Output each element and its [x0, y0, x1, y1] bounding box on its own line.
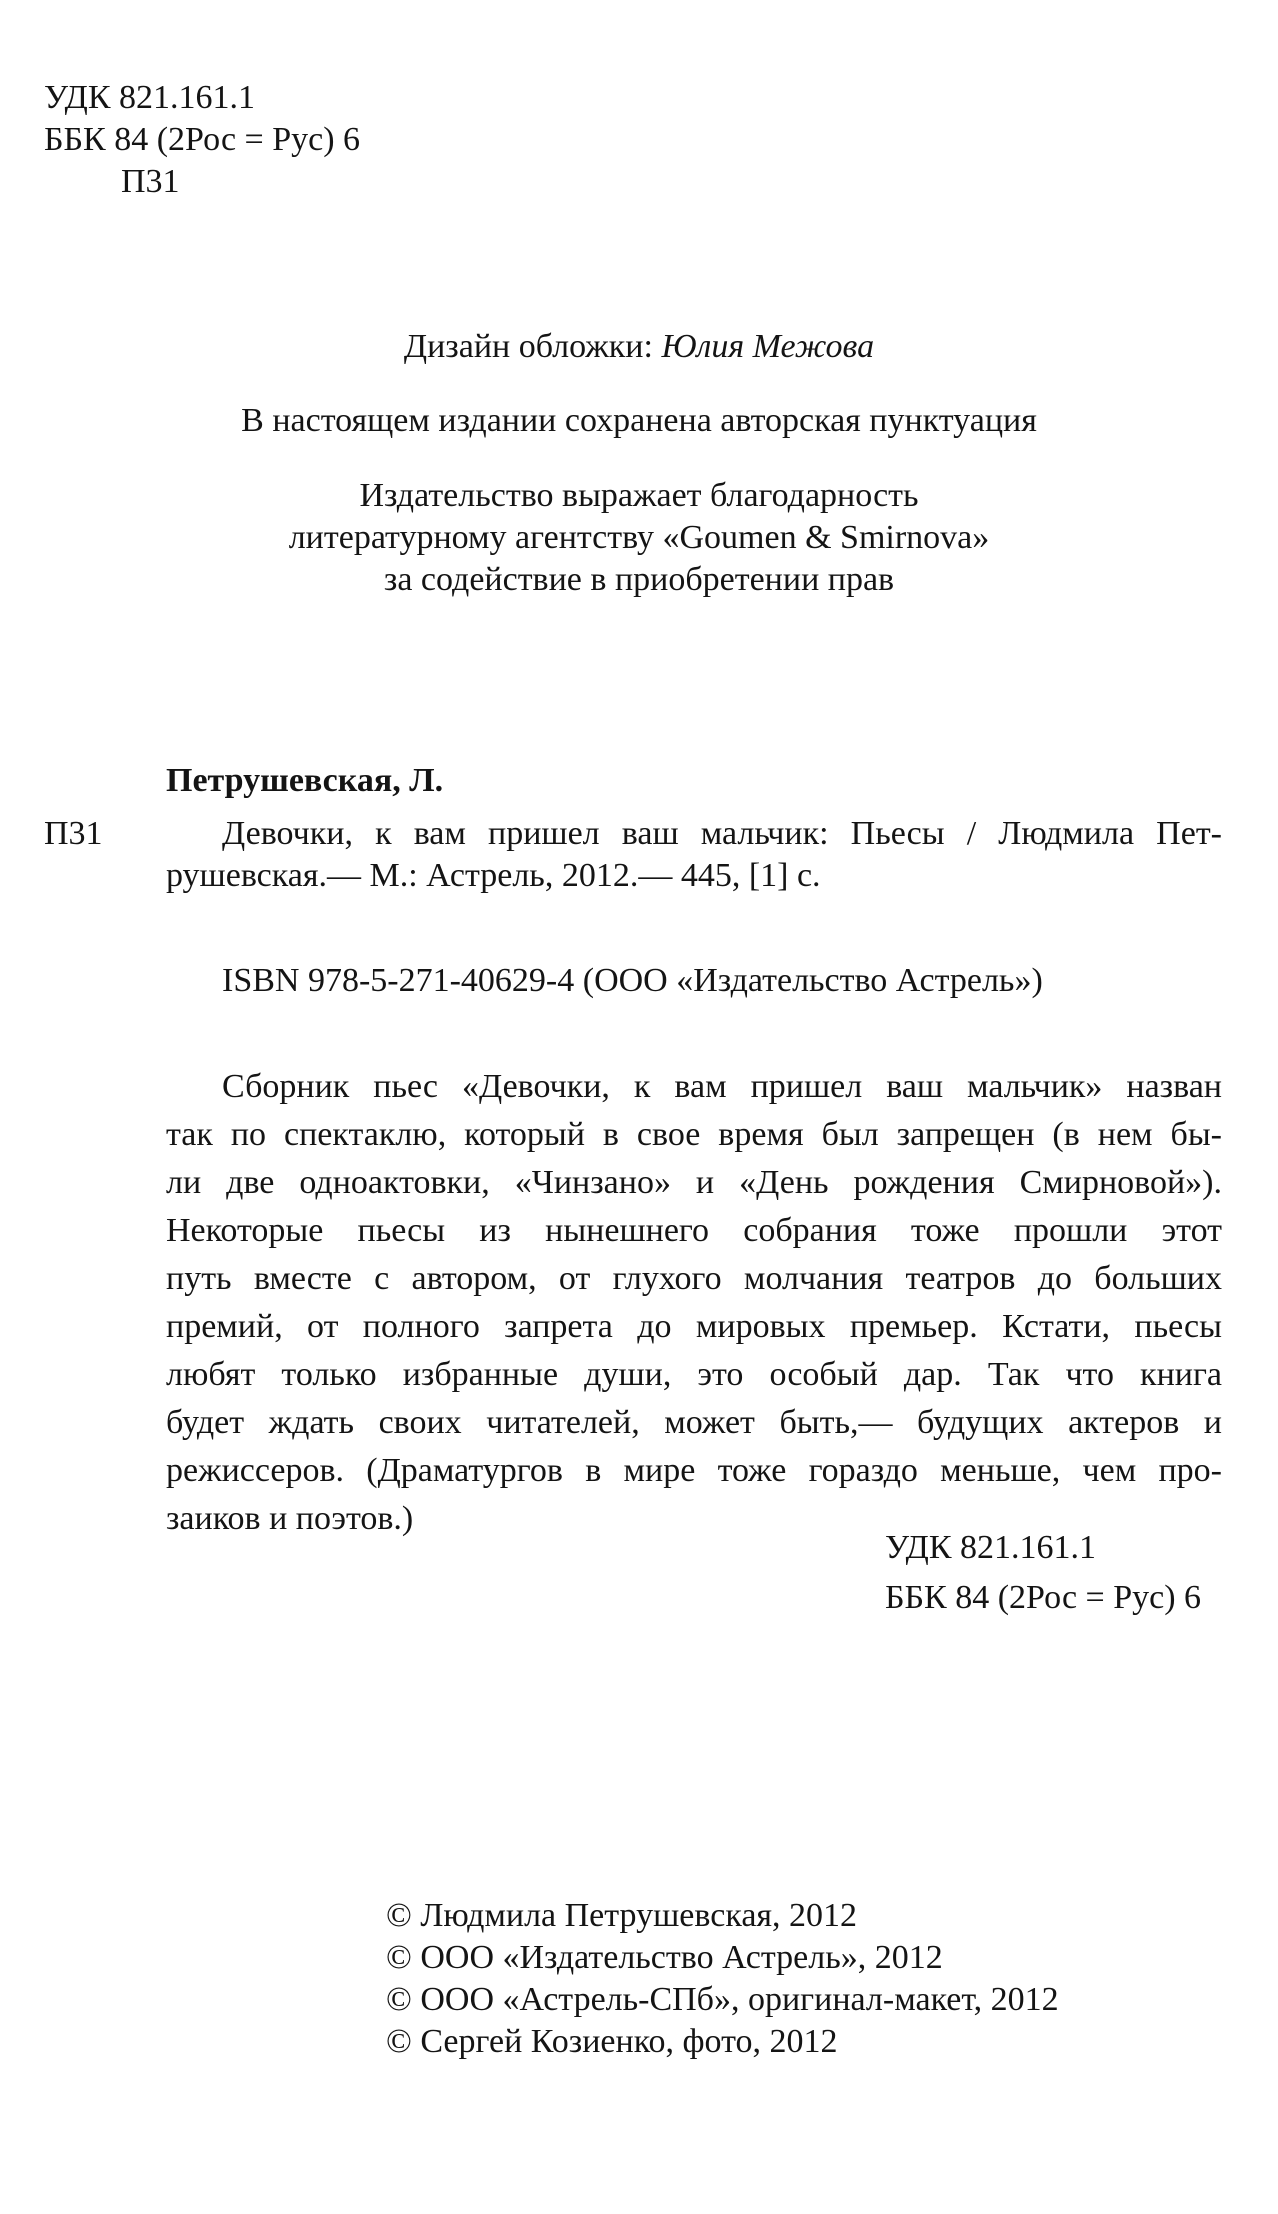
bbk-index: ББК 84 (2Рос = Рус) 6 [44, 121, 361, 158]
annotation [166, 1063, 1222, 1543]
acknowledgement [0, 475, 1278, 601]
annotation-line: заиков и поэтов.) [166, 1500, 414, 1537]
annotation-line: так по спектаклю, который в свое время был запрещен (в нем бы- [166, 1116, 1222, 1153]
catalog-indexes-top [44, 77, 360, 203]
cover-designer-name: Юлия Межова [661, 328, 875, 365]
bibliographic-description [166, 813, 1222, 897]
copyright-line: © ООО «Издательство Астрель», 2012 [386, 1939, 943, 1976]
acknowledgement-line: литературному агентству «Goumen & Smirnova» [288, 519, 990, 556]
acknowledgement-line: Издательство выражает благодарность [359, 477, 919, 514]
annotation-line: премий, от полного запрета до мировых премьер. Кстати, пьесы [166, 1308, 1222, 1345]
author-mark: П31 [121, 163, 180, 200]
copyright-line: © Сергей Козиенко, фото, 2012 [386, 2023, 838, 2060]
annotation-line: режиссеров. (Драматургов в мире тоже гораздо меньше, чем про- [166, 1452, 1222, 1489]
record-author-mark: П31 [44, 815, 103, 852]
copyright-block [386, 1895, 1059, 2063]
udk-index: УДК 821.161.1 [885, 1529, 1097, 1566]
copyright-line: © ООО «Астрель-СПб», оригинал-макет, 2012 [386, 1981, 1059, 2018]
catalog-indexes-bottom [885, 1523, 1201, 1623]
bib-line: рушевская.— М.: Астрель, 2012.— 445, [1] с. [166, 857, 821, 894]
annotation-line: ли две одноактовки, «Чинзано» и «День рождения Смирновой»). [166, 1164, 1222, 1201]
annotation-line: будет ждать своих читателей, может быть,— будущих актеров и [166, 1404, 1222, 1441]
udk-index: УДК 821.161.1 [44, 79, 256, 116]
bbk-index: ББК 84 (2Рос = Рус) 6 [885, 1579, 1202, 1616]
punctuation-note: В настоящем издании сохранена авторская пунктуация [241, 402, 1037, 439]
copyright-line: © Людмила Петрушевская, 2012 [386, 1897, 858, 1934]
isbn: ISBN 978-5-271-40629-4 (ООО «Издательство Астрель») [222, 962, 1043, 999]
annotation-line: Некоторые пьесы из нынешнего собрания тоже прошли этот [166, 1212, 1222, 1249]
annotation-line: любят только избранные души, это особый дар. Так что книга [166, 1356, 1222, 1393]
bib-line: Девочки, к вам пришел ваш мальчик: Пьесы / Людмила Пет- [222, 815, 1222, 852]
cover-design-label: Дизайн обложки: [403, 328, 662, 365]
cover-design-credit [0, 326, 1278, 368]
annotation-line: путь вместе с автором, от глухого молчания театров до больших [166, 1260, 1222, 1297]
record-author: Петрушевская, Л. [166, 762, 444, 799]
annotation-line: Сборник пьес «Девочки, к вам пришел ваш мальчик» назван [222, 1068, 1222, 1105]
acknowledgement-line: за содействие в приобретении прав [383, 561, 895, 598]
